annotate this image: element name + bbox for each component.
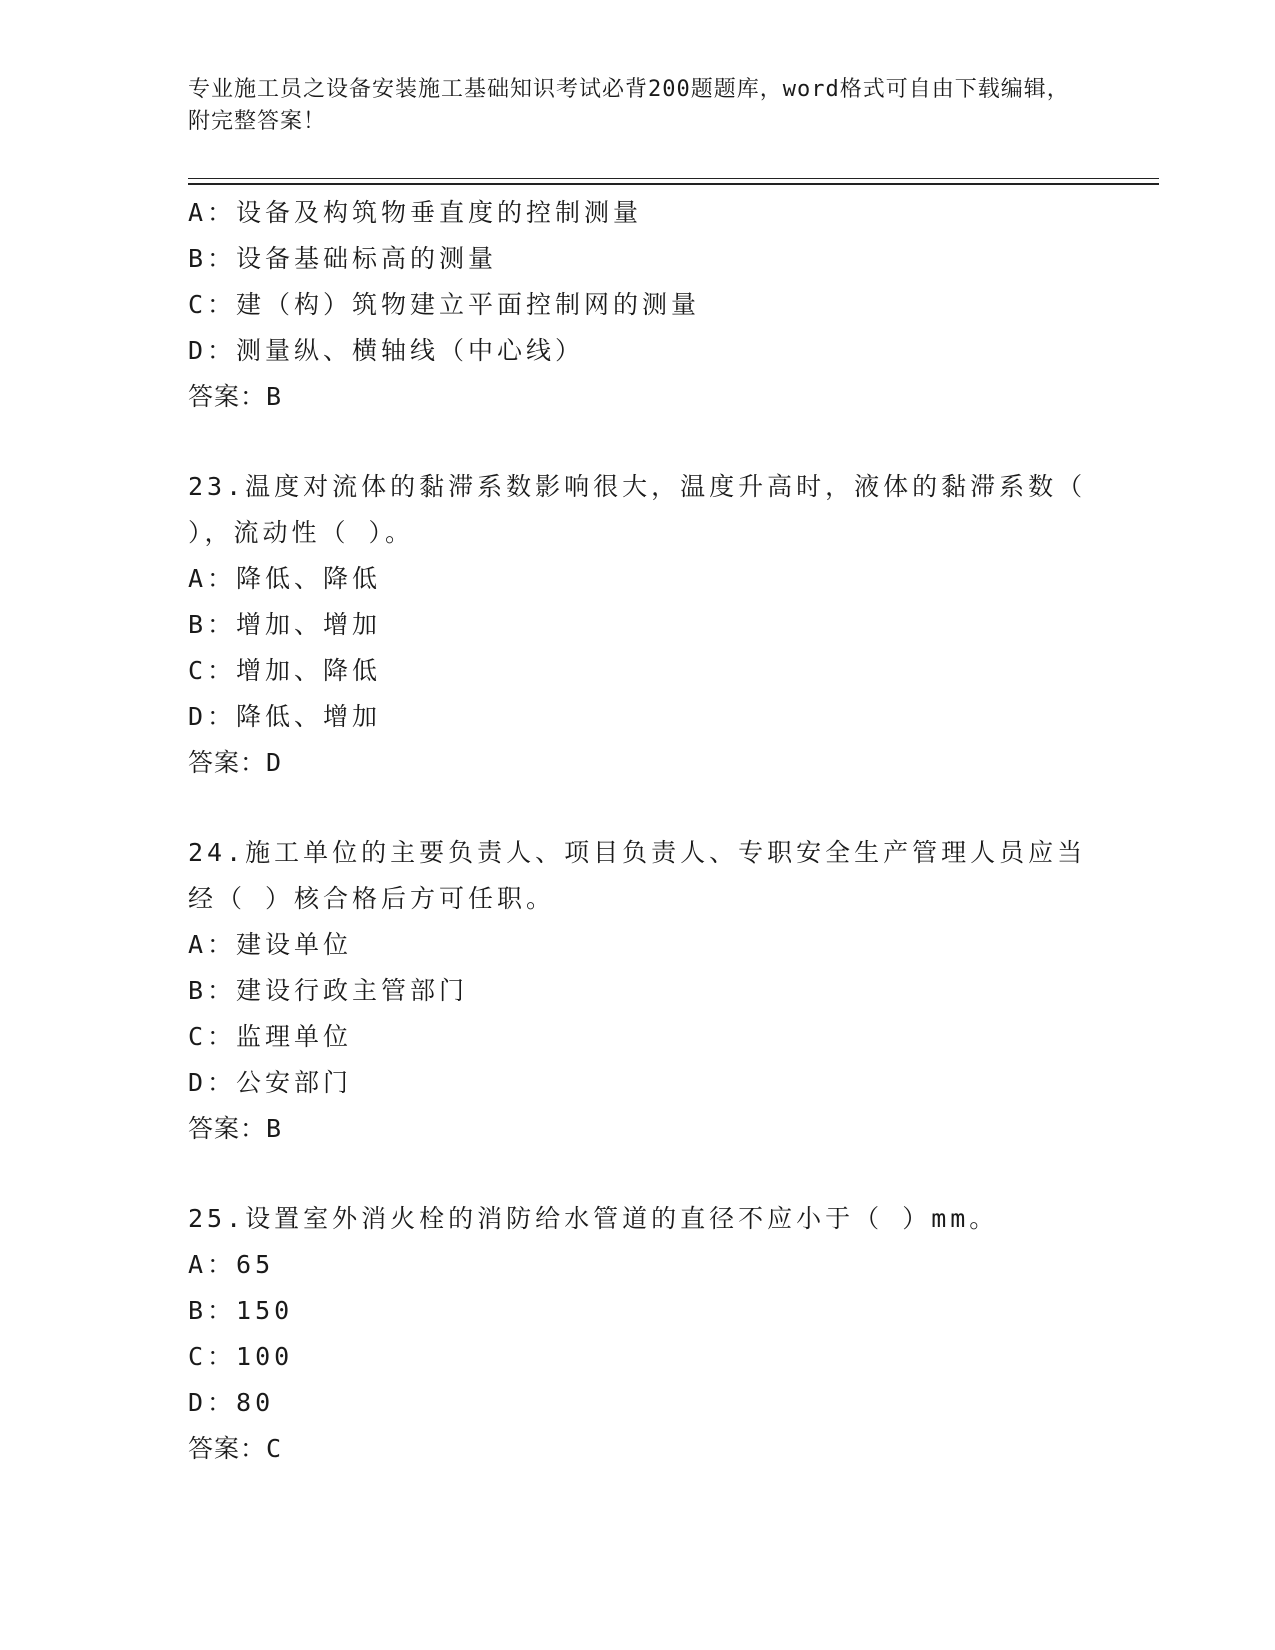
option-d: D：降低、增加 xyxy=(188,702,382,731)
question-25 xyxy=(188,1196,1088,1472)
question-22-tail xyxy=(188,190,1088,420)
answer: 答案：D xyxy=(188,748,283,777)
option-c: C：监理单位 xyxy=(188,1022,353,1051)
question-24 xyxy=(188,830,1088,1152)
question-list xyxy=(188,190,1088,1472)
question-23 xyxy=(188,464,1088,786)
option-c: C：增加、降低 xyxy=(188,656,382,685)
question-text: 23.温度对流体的黏滞系数影响很大，温度升高时，液体的黏滞系数（ ），流动性（ ）。 xyxy=(188,472,1087,547)
option-a: A：建设单位 xyxy=(188,930,353,959)
option-d: D：公安部门 xyxy=(188,1068,353,1097)
option-b: B：150 xyxy=(188,1296,294,1325)
option-c: C：100 xyxy=(188,1342,294,1371)
answer: 答案：B xyxy=(188,1114,283,1143)
option-a: A：降低、降低 xyxy=(188,564,382,593)
option-b: B：建设行政主管部门 xyxy=(188,976,469,1005)
option-a: A：设备及构筑物垂直度的控制测量 xyxy=(188,198,643,227)
option-b: B：增加、增加 xyxy=(188,610,382,639)
header-divider-thin xyxy=(188,178,1159,179)
option-b: B：设备基础标高的测量 xyxy=(188,244,498,273)
answer: 答案：B xyxy=(188,382,283,411)
document-header: 专业施工员之设备安装施工基础知识考试必背200题题库，word格式可自由下载编辑，附完整答案！ xyxy=(188,77,1070,134)
header-divider-thick xyxy=(188,183,1159,185)
option-c: C：建（构）筑物建立平面控制网的测量 xyxy=(188,290,701,319)
answer: 答案：C xyxy=(188,1434,283,1463)
question-text: 24.施工单位的主要负责人、项目负责人、专职安全生产管理人员应当经（ ）核合格后方可任职。 xyxy=(188,838,1087,913)
question-text: 25.设置室外消火栓的消防给水管道的直径不应小于（ ）mm。 xyxy=(188,1204,999,1233)
option-a: A：65 xyxy=(188,1250,275,1279)
option-d: D：80 xyxy=(188,1388,275,1417)
option-d: D：测量纵、横轴线（中心线） xyxy=(188,336,585,365)
